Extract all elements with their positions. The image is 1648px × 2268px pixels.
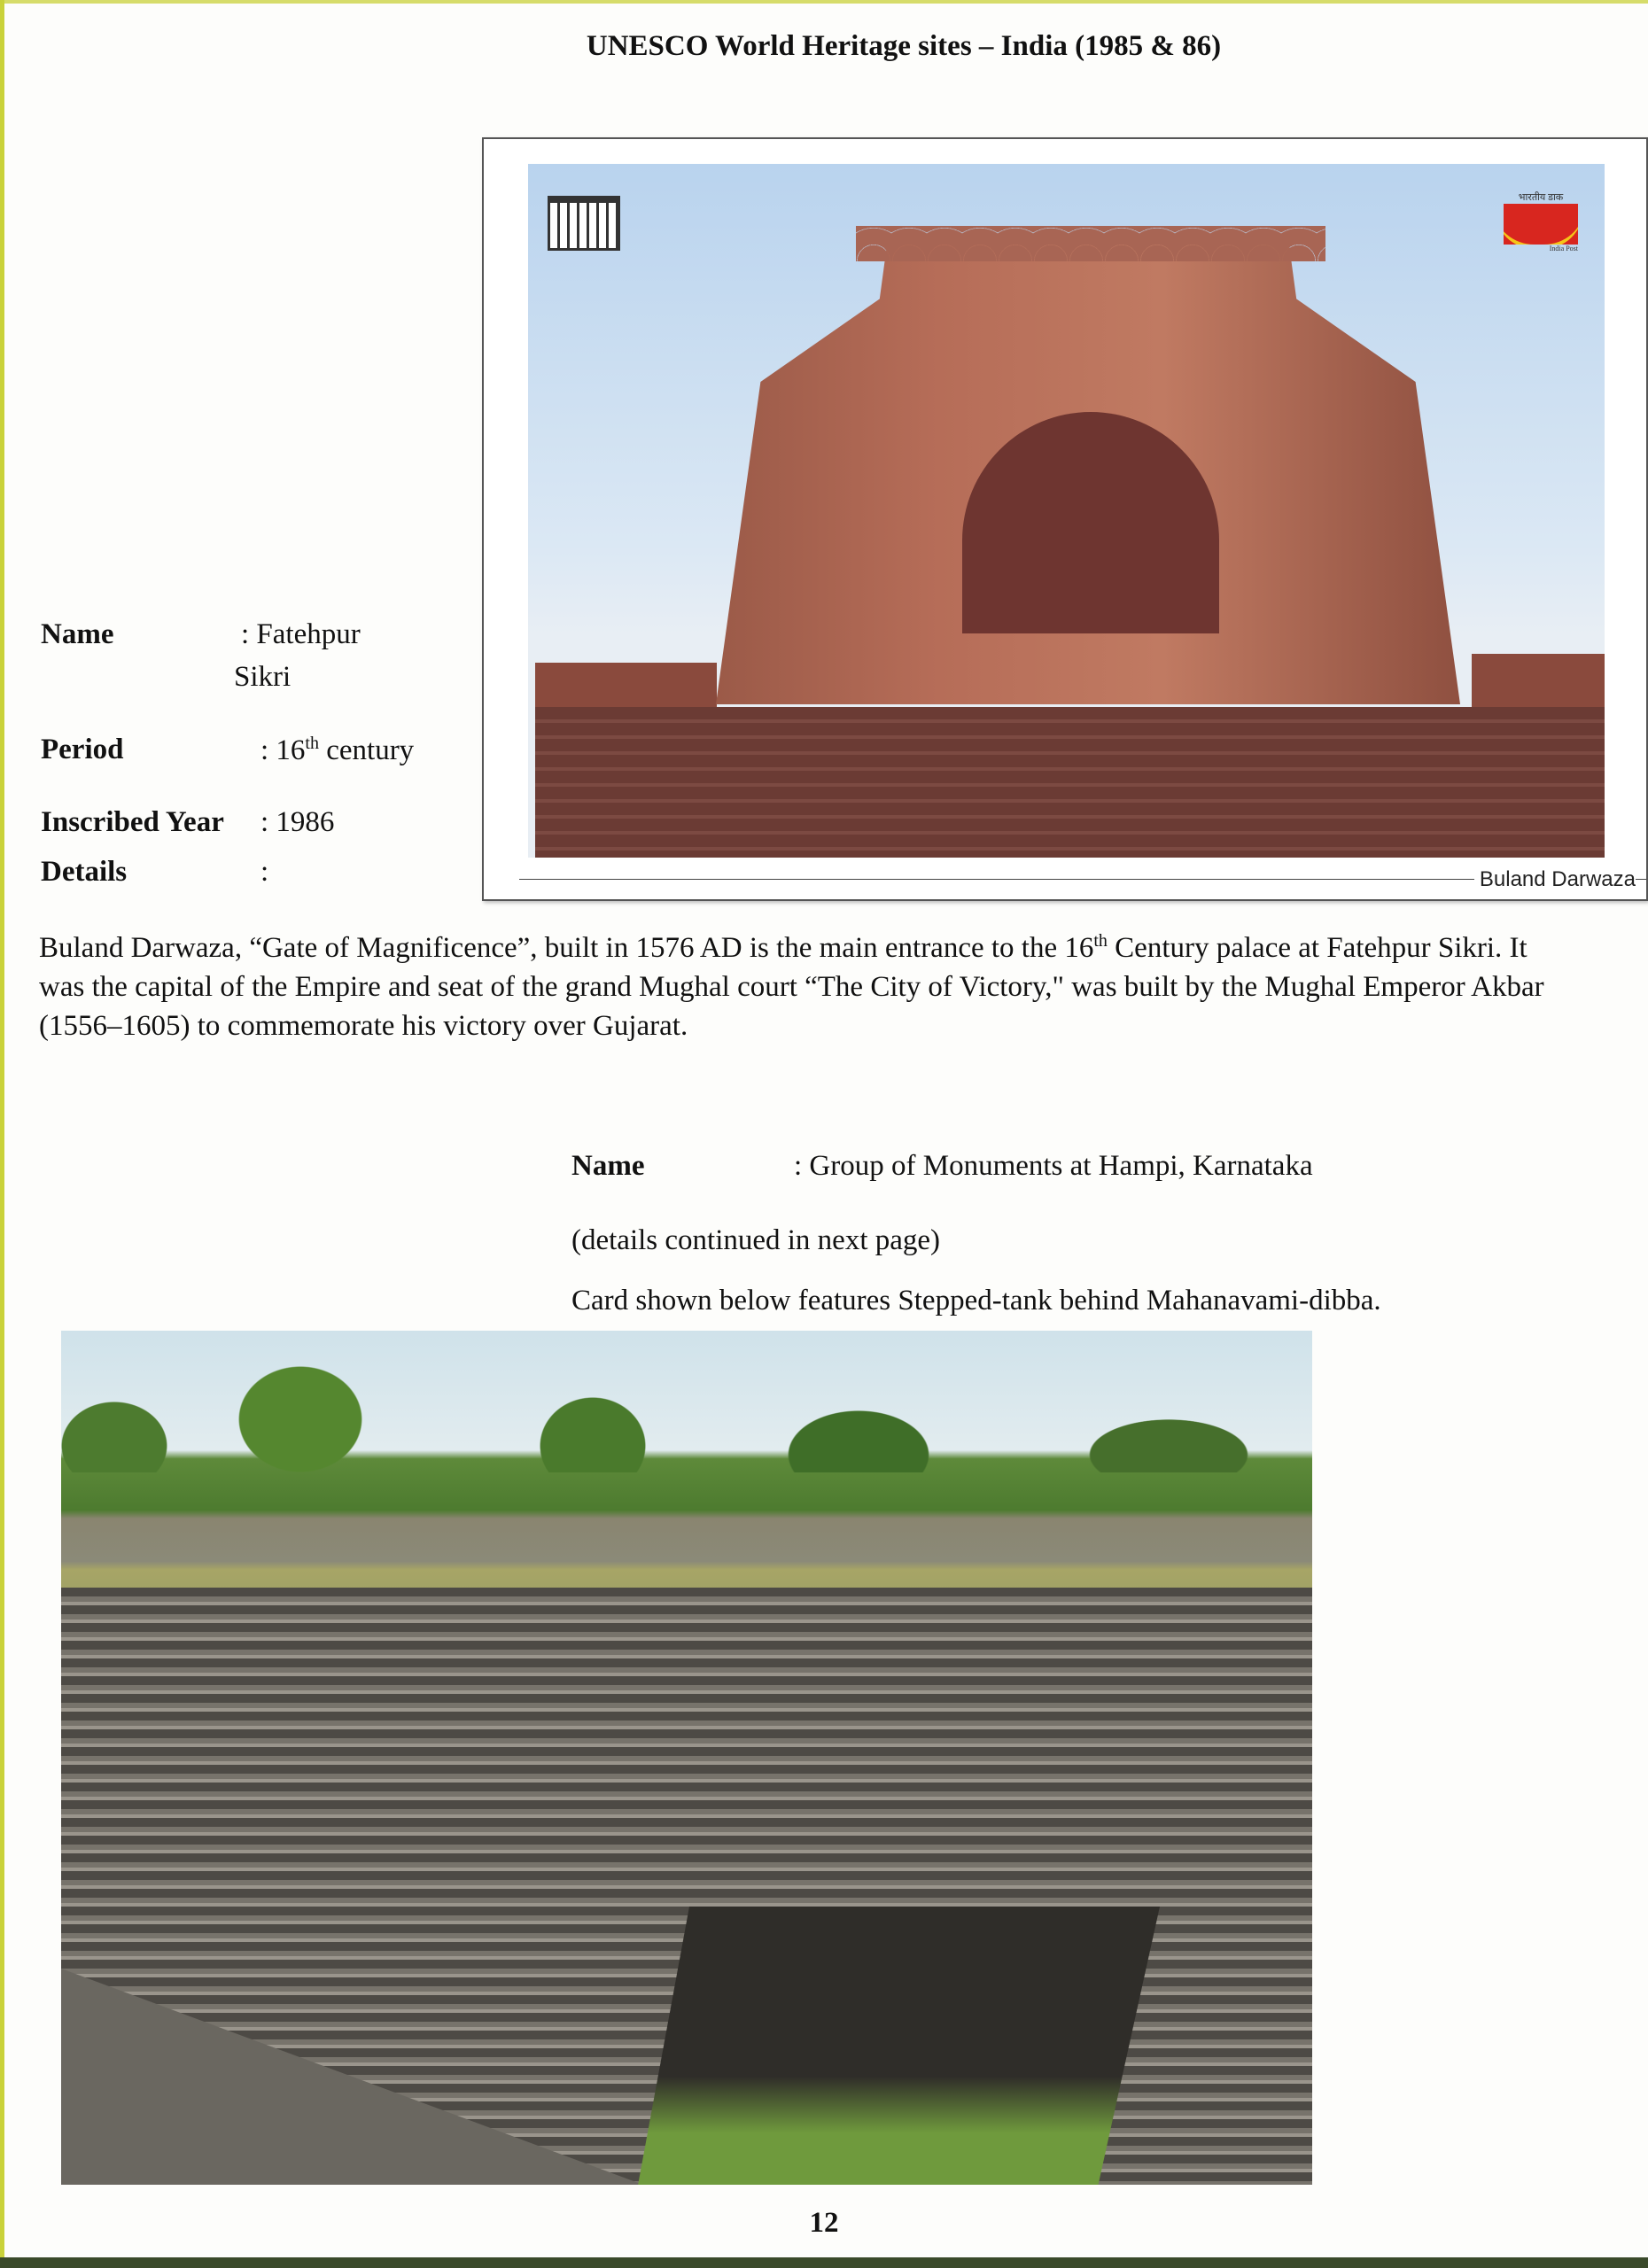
- details-label: Details: [41, 856, 128, 888]
- postcard-buland-darwaza: [482, 137, 1648, 901]
- india-post-logo-icon: [1504, 190, 1578, 254]
- description-part2: Century palace at Fatehpur Sikri. It was the capital of the Empire and seat of the grand Mughal court “The City of Victory," was built by the Mughal Emperor Akbar (1556–1605) to commemorate his victory over Gujarat.: [39, 932, 1544, 1042]
- inscribed-value: : 1986: [260, 806, 335, 838]
- continued-note: (details continued in next page): [571, 1224, 941, 1256]
- page-edge-bottom: [0, 2257, 1648, 2268]
- name-value-cont: Sikri: [234, 661, 292, 693]
- page-title: UNESCO World Heritage sites – India (1985 & 86): [586, 30, 1222, 62]
- page-edge-top: [0, 0, 1648, 4]
- description-sup: th: [1093, 931, 1108, 951]
- photo-trees: [61, 1348, 1312, 1472]
- name-value-2: : Group of Monuments at Hampi, Karnataka: [794, 1150, 1313, 1182]
- photo-buland-darwaza: [528, 164, 1605, 858]
- india-post-hindi: भारतीय डाक: [1518, 192, 1564, 203]
- photo-domes: [856, 226, 1325, 261]
- period-label: Period: [41, 734, 124, 765]
- india-post-english: India Post: [1549, 245, 1578, 252]
- name-value: : Fatehpur: [241, 618, 361, 650]
- name-label-2: Name: [571, 1150, 645, 1182]
- card-caption: Buland Darwaza: [1474, 867, 1636, 892]
- details-colon: :: [260, 856, 269, 888]
- description-paragraph: [39, 921, 1545, 1045]
- period-number: : 16: [260, 734, 306, 766]
- photo-tank-water: [637, 1907, 1160, 2185]
- postcard-hampi-stepped-tank: [61, 1331, 1312, 2185]
- page-number: 12: [809, 2207, 839, 2239]
- description-part1: Buland Darwaza, “Gate of Magnificence”, built in 1576 AD is the main entrance to the 16: [39, 932, 1094, 964]
- inscribed-label: Inscribed Year: [41, 806, 224, 838]
- period-value: [260, 734, 414, 767]
- photo-steps: [535, 707, 1605, 858]
- photo-wall-left: [535, 663, 717, 707]
- period-sup: th: [305, 734, 319, 753]
- photo-wall-right: [1472, 654, 1605, 707]
- india-post-emblem: [1504, 204, 1578, 245]
- page-edge-left: [0, 0, 4, 2268]
- card-note: Card shown below features Stepped-tank behind Mahanavami-dibba.: [571, 1285, 1381, 1317]
- period-suffix: century: [318, 734, 415, 766]
- name-label: Name: [41, 618, 114, 650]
- unesco-logo-icon: [548, 196, 620, 251]
